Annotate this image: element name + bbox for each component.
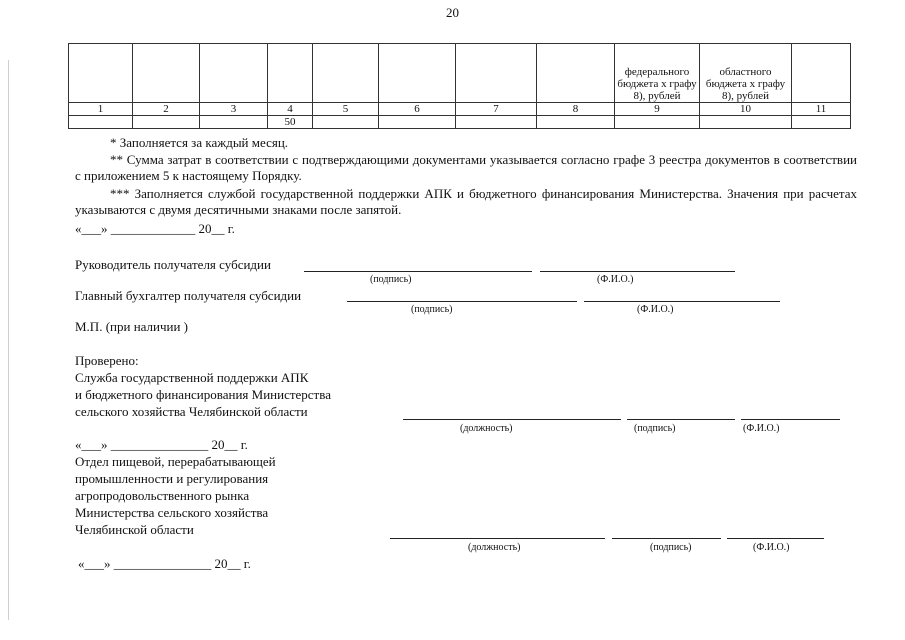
column-number: 3 <box>200 103 268 116</box>
service-position-line <box>403 419 621 420</box>
table-cell <box>69 116 133 129</box>
department-line: агропродовольственного рынка <box>75 488 250 503</box>
head-sign-caption: (подпись) <box>370 274 412 285</box>
date-line: «___» _____________ 20__ г. <box>75 221 235 236</box>
column-number: 11 <box>792 103 851 116</box>
header-cell-regional: областного бюджета x графу 8), рублей <box>700 44 792 103</box>
header-cell <box>133 44 200 103</box>
department-line: Челябинской области <box>75 522 194 537</box>
header-cell <box>313 44 379 103</box>
table-header-row <box>69 44 851 103</box>
service-line: и бюджетного финансирования Министерства <box>75 387 331 402</box>
department-position-caption: (должность) <box>468 542 521 553</box>
department-line: Отдел пищевой, перерабатывающей <box>75 454 276 469</box>
head-name-line <box>540 271 735 272</box>
table-cell <box>200 116 268 129</box>
header-cell <box>537 44 615 103</box>
department-position-line <box>390 538 605 539</box>
footnote-1: * Заполняется за каждый месяц. <box>110 135 289 150</box>
column-number: 4 <box>268 103 313 116</box>
accountant-name-caption: (Ф.И.О.) <box>637 304 674 315</box>
column-number: 7 <box>456 103 537 116</box>
service-line: Служба государственной поддержки АПК <box>75 370 309 385</box>
table-cell <box>700 116 792 129</box>
date-line: «___» _______________ 20__ г. <box>75 437 248 452</box>
accountant-sign-caption: (подпись) <box>411 304 453 315</box>
header-cell <box>792 44 851 103</box>
column-number-row <box>69 103 851 116</box>
column-number: 6 <box>379 103 456 116</box>
head-signature-line <box>304 271 532 272</box>
column-number: 1 <box>69 103 133 116</box>
table-cell: 50 <box>268 116 313 129</box>
table-cell <box>456 116 537 129</box>
column-number: 8 <box>537 103 615 116</box>
checked-label: Проверено: <box>75 353 139 368</box>
footnote-2: ** Сумма затрат в соответствии с подтверждающими документами указывается согласно графе 3 реестра документов в соответствии с приложением 5 к настоящему Порядку. <box>75 152 857 183</box>
column-number: 2 <box>133 103 200 116</box>
accountant-name-line <box>584 301 780 302</box>
header-cell <box>69 44 133 103</box>
header-cell <box>379 44 456 103</box>
service-line: сельского хозяйства Челябинской области <box>75 404 308 419</box>
column-number: 10 <box>700 103 792 116</box>
calculation-table <box>68 43 851 129</box>
table-cell <box>313 116 379 129</box>
service-name-caption: (Ф.И.О.) <box>743 423 780 434</box>
service-position-caption: (должность) <box>460 423 513 434</box>
date-line: «___» _______________ 20__ г. <box>78 556 251 571</box>
header-cell <box>200 44 268 103</box>
accountant-signature-line <box>347 301 577 302</box>
table-cell <box>792 116 851 129</box>
table-cell <box>537 116 615 129</box>
table-cell <box>133 116 200 129</box>
head-name-caption: (Ф.И.О.) <box>597 274 634 285</box>
footnote-3: *** Заполняется службой государственной поддержки АПК и бюджетного финансирования Министерства. Значения при расчетах указываются с двумя десятичными знаками после запятой. <box>75 186 857 217</box>
page-number: 20 <box>446 5 459 20</box>
head-label: Руководитель получателя субсидии <box>75 257 271 272</box>
header-cell <box>456 44 537 103</box>
table-cell <box>379 116 456 129</box>
column-number: 5 <box>313 103 379 116</box>
column-number: 9 <box>615 103 700 116</box>
department-line: промышленности и регулирования <box>75 471 269 486</box>
service-sign-caption: (подпись) <box>634 423 676 434</box>
stamp-note: М.П. (при наличии ) <box>75 319 189 334</box>
table-row <box>69 116 851 129</box>
header-cell <box>268 44 313 103</box>
department-line: Министерства сельского хозяйства <box>75 505 269 520</box>
table-cell <box>615 116 700 129</box>
department-signature-line <box>612 538 721 539</box>
page-edge-line <box>8 60 9 620</box>
header-cell-federal: федерального бюджета x графу 8), рублей <box>615 44 700 103</box>
department-name-caption: (Ф.И.О.) <box>753 542 790 553</box>
department-sign-caption: (подпись) <box>650 542 692 553</box>
service-name-line <box>741 419 840 420</box>
accountant-label: Главный бухгалтер получателя субсидии <box>75 288 302 303</box>
department-name-line <box>727 538 824 539</box>
service-signature-line <box>627 419 735 420</box>
